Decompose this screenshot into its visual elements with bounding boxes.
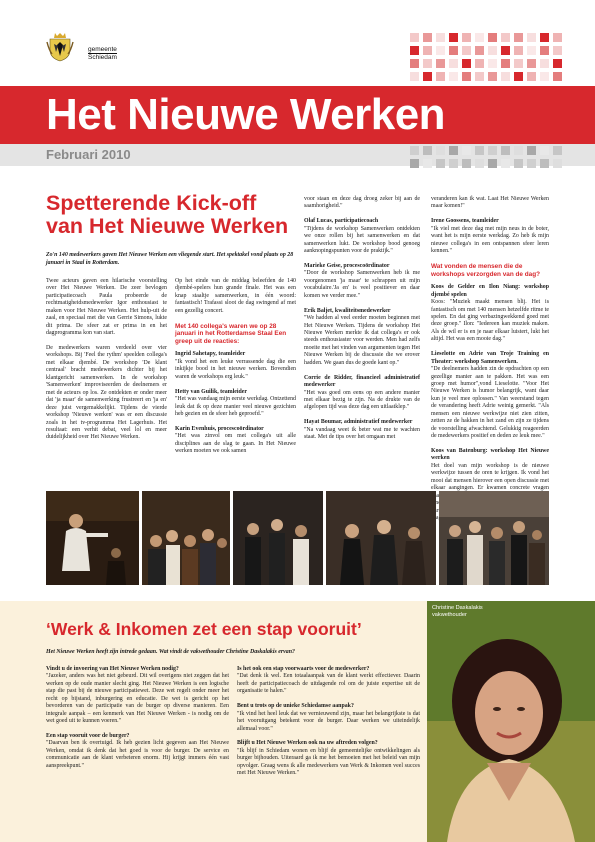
decorative-square bbox=[488, 33, 497, 42]
article-column-3 bbox=[304, 196, 420, 449]
paragraph-text: Twee acteurs gaven een hilarische voorstelling over Het Nieuwe Werken. De zeer bevlogen participatiecoach Paula probeerde de rechtmatigheidsmedewerker Igor enthousiast te maken voor Het Nieuwe Werken. Het hulp-uit de zaal, en speciaal met die van Gerrie Simons, lukte dit prima. De sfeer zat er prima in en het dagprogramma kon van start. bbox=[46, 278, 167, 337]
speaker-heading: Karin Evenhuis, procescoördinator bbox=[175, 425, 264, 432]
decorative-square bbox=[475, 159, 484, 168]
event-photo-crowd bbox=[439, 491, 549, 585]
decorative-square bbox=[501, 146, 510, 155]
paragraph-text: "Het was zinvol om met collega's uit alle disciplines aan de slag te gaan. In Het Nieuwe werken moeten we ook samen bbox=[175, 433, 296, 455]
decorative-square bbox=[449, 72, 458, 81]
speaker-heading: Olaf Lucas, participatiecoach bbox=[304, 218, 379, 225]
decorative-square bbox=[410, 146, 419, 155]
pull-quote-heading: Wat vonden de mensen die de workshops verzorgden van de dag? bbox=[431, 262, 541, 278]
decorative-square bbox=[514, 72, 523, 81]
decorative-square bbox=[423, 146, 432, 155]
decorative-square bbox=[436, 146, 445, 155]
interview-column-2 bbox=[237, 666, 420, 785]
decorative-square bbox=[475, 146, 484, 155]
paragraph-text: "Ik viel met deze dag met mijn neus in de boter, want het is mijn eerste werkdag. Zo heb ik mijn nieuwe collega's in een ontspannen sfeer leren kennen." bbox=[431, 225, 549, 255]
decorative-square bbox=[501, 59, 510, 68]
paragraph bbox=[431, 351, 549, 440]
paragraph bbox=[175, 426, 296, 456]
decorative-square bbox=[423, 159, 432, 168]
article-column-4 bbox=[431, 196, 549, 530]
speaker-heading: Ingrid Sahetapy, teamleider bbox=[175, 351, 246, 358]
decorative-square bbox=[423, 59, 432, 68]
speaker-heading: Een stap vooruit voor de burger? bbox=[46, 733, 130, 740]
decorative-square bbox=[423, 46, 432, 55]
article-headline: Spetterende Kick-off van Het Nieuwe Werken bbox=[46, 191, 289, 238]
decorative-square bbox=[410, 46, 419, 55]
interview-headline: ‘Werk & Inkomen zet een stap vooruit’ bbox=[46, 619, 362, 639]
decorative-square bbox=[540, 146, 549, 155]
paragraph-text: Het doel van mijn workshop is de nieuwe werkwijze tussen de oren te krijgen. Ik vond het mooi dat mensen hierover een open discussie met elkaar aangingen. Er kwamen concrete vragen naar bbox=[431, 462, 549, 499]
paragraph bbox=[431, 218, 549, 255]
decorative-square bbox=[449, 146, 458, 155]
decorative-square bbox=[540, 46, 549, 55]
paragraph bbox=[237, 666, 420, 696]
decorative-square bbox=[553, 146, 562, 155]
decorative-square bbox=[540, 59, 549, 68]
decorative-square bbox=[436, 46, 445, 55]
speaker-heading: Lieselotte en Adrie van Troje Training en Theater: workshop Samenwerken. bbox=[431, 351, 549, 365]
paragraph-text: "Ik vond het een leuke verrassende dag die een inkijkje bood in het nieuwe werken. Bovendien waren de workshops erg leuk." bbox=[175, 358, 296, 380]
portrait-caption bbox=[432, 605, 483, 619]
decorative-square bbox=[423, 72, 432, 81]
decorative-square bbox=[540, 72, 549, 81]
speaker-heading: Irene Goossens, teamleider bbox=[431, 218, 499, 225]
decorative-square bbox=[527, 33, 536, 42]
municipality-name bbox=[88, 46, 117, 61]
paragraph-text: "Door de workshop Samenwerken heb ik me voorgenomen 'ja maar' te schrappen uit mijn vocabulaire.'Ja en' is veel positiever en daar komen we verder mee." bbox=[304, 270, 420, 299]
paragraph-text: "Jazeker, anders was het niet gebeurd. Dit wil overigens niet zeggen dat het werken op de oude manier slecht ging. Het Nieuwe Werken is een logische stap die past bij de nieuwe participatiewet. Deze wet regelt onder meer het recht op bijstand, inburgering en educatie. De wet is gericht op het bevorderen van de participatie van de burger op diverse manieren. Een integrale aanpak – een kenmerk van Het Nieuwe Werken - is nodig om de wet goed uit te kunnen voeren." bbox=[46, 673, 229, 725]
speaker-heading: Hetty van Guilik, teamleider bbox=[175, 388, 247, 395]
paragraph bbox=[46, 733, 229, 770]
paragraph bbox=[175, 278, 296, 315]
decorative-square bbox=[449, 33, 458, 42]
city-label: Schiedam bbox=[88, 54, 117, 61]
decorative-square bbox=[475, 46, 484, 55]
decorative-square bbox=[514, 159, 523, 168]
speaker-heading: Is het ook een stap voorwaarts voor de medewerker? bbox=[237, 666, 370, 672]
paragraph bbox=[304, 308, 420, 368]
speaker-heading: Marieke Geise, procescoördinator bbox=[304, 262, 390, 269]
municipality-label: gemeente bbox=[88, 46, 117, 53]
decorative-square bbox=[410, 159, 419, 168]
paragraph bbox=[46, 278, 167, 338]
decorative-square bbox=[449, 159, 458, 168]
paragraph-text: "Dat denk ik wel. Een totaalaanpak van de klant werkt effectiever. Daarin heeft de participatiecoach de uitdagende rol om de juiste expertise uit de organisatie te halen." bbox=[237, 673, 420, 695]
paragraph bbox=[175, 389, 296, 419]
paragraph bbox=[46, 345, 167, 442]
decorative-square bbox=[462, 146, 471, 155]
paragraph bbox=[431, 284, 549, 344]
paragraph-text: "Na vandaag weet ik beter wat me te wachten staat. Met de tips over het omgaan met bbox=[304, 426, 420, 441]
decorative-square bbox=[475, 59, 484, 68]
decorative-square bbox=[488, 159, 497, 168]
decorative-square bbox=[501, 33, 510, 42]
paragraph bbox=[237, 740, 420, 777]
event-photo-actor bbox=[46, 491, 139, 585]
schiedam-crest-logo bbox=[46, 32, 74, 62]
decorative-square bbox=[527, 146, 536, 155]
speaker-heading: Blijft u Het Nieuwe Werken ook na uw aftreden volgen? bbox=[237, 740, 378, 747]
interview-lead: Het Nieuwe Werken heeft zijn intrede gedaan. Wat vindt de vakwethouder Christine Daskalakis ervan? bbox=[46, 649, 295, 655]
decorative-square bbox=[501, 46, 510, 55]
decorative-square bbox=[553, 46, 562, 55]
decorative-square bbox=[553, 33, 562, 42]
decorative-square bbox=[436, 59, 445, 68]
newsletter-title: Het Nieuwe Werken bbox=[46, 90, 446, 139]
decorative-square bbox=[527, 72, 536, 81]
paragraph-text: "Het was vandaag mijn eerste werkdag. Ontzettend leuk dat ik op deze manier veel nieuwe gezichten heb gezien en de sfeer heb geproefd." bbox=[175, 396, 296, 417]
article-lead: Zo'n 140 medewerkers gaven Het Nieuwe Werken een vliegende start. Het spektakel vond plaats op 28 januari in Staal in Rotterdam. bbox=[46, 252, 294, 266]
decorative-square bbox=[475, 33, 484, 42]
decorative-square bbox=[527, 46, 536, 55]
decorative-square bbox=[553, 72, 562, 81]
speaker-heading: Corrie de Ridder, financieel administratief medewerker bbox=[304, 374, 420, 389]
article-column-1 bbox=[46, 278, 167, 449]
decorative-square bbox=[514, 146, 523, 155]
paragraph bbox=[237, 703, 420, 733]
decorative-square bbox=[462, 72, 471, 81]
decorative-square bbox=[410, 59, 419, 68]
decorative-square bbox=[540, 33, 549, 42]
decorative-square bbox=[462, 59, 471, 68]
paragraph bbox=[431, 196, 549, 211]
speaker-heading: Erik Baljet, kwaliteitsmedewerker bbox=[304, 307, 391, 314]
article-column-2 bbox=[175, 278, 296, 463]
issue-date: Februari 2010 bbox=[46, 147, 131, 162]
caption-name: Christine Daskalakis bbox=[432, 605, 483, 611]
paragraph-text: "Ik vind het heel leuk dat we vernieuwend zijn, maar het belangrijkste is dat het vooruitgang betekent voor de burger. Daar werken we uiteindelijk allemaal voor." bbox=[237, 710, 420, 732]
speaker-heading: Bent u trots op de unieke Schiedamse aanpak? bbox=[237, 703, 354, 710]
portrait-photo bbox=[427, 601, 595, 842]
decorative-square bbox=[553, 159, 562, 168]
decorative-square bbox=[514, 46, 523, 55]
event-photo-group bbox=[233, 491, 323, 585]
decorative-square bbox=[449, 46, 458, 55]
event-photo-audience bbox=[142, 491, 230, 585]
paragraph bbox=[304, 218, 420, 255]
paragraph bbox=[46, 666, 229, 726]
decorative-square bbox=[527, 59, 536, 68]
event-photo-dancers bbox=[326, 491, 436, 585]
paragraph bbox=[304, 263, 420, 300]
paragraph-text: De medewerkers waren verdeeld over vier workshops. Bij 'Feel the rythm' speelden collega's met elkaar djembé. De workshop 'De klant centraal' bracht medewerkers dichter bij het klantgericht samenwerken. In de workshop 'Samenwerken' improviseerden de deelnemers er met de acteurs op los. Ze ontdekten er onder meer dat 'ja maar' de samenwerking frustreert en 'ja en' deze juist vergemakkelijkt. Tijdens de vierde workshop 'Nieuwe werken' was er een discussie zoals in het tv-programma Het Lagerhuis. Het resultaat: een verhit debat, veel lol en meer duidelijkheid over Het Nieuwe Werken. bbox=[46, 345, 167, 441]
paragraph-text: veranderen kan ik wat. Laat Het Nieuwe Werken maar komen!" bbox=[431, 196, 549, 210]
decorative-square bbox=[553, 59, 562, 68]
paragraph-text: Koos: "Muziek maakt mensen blij. Het is fantastisch om met 140 mensen hetzelfde ritme te spelen. En dat ging verbazingwekkend goed met deze groep." Ilon: "Iedereen kan muziek maken. Als de wil er is en je naar elkaar luistert, lukt het altijd. Het was een mooie dag." bbox=[431, 299, 549, 343]
decorative-square bbox=[462, 46, 471, 55]
decorative-square bbox=[423, 33, 432, 42]
caption-role: vakwethouder bbox=[432, 612, 467, 618]
interview-column-1 bbox=[46, 666, 229, 778]
decorative-square bbox=[436, 159, 445, 168]
speaker-heading: Koos van Batenburg: workshop Het Nieuwe werken bbox=[431, 447, 549, 462]
paragraph-text: "Ik blijf in Schiedam wonen en blijf de gemeentelijke ontwikkelingen als burger bijhouden. Uiteraard ga ik me het bemoeien met het beleid van mijn opvolger. Graag wens ik alle medewerkers van Werk & Inkomen veel succes met Het Nieuwe Werken." bbox=[237, 747, 420, 777]
decorative-square bbox=[436, 72, 445, 81]
decorative-square bbox=[410, 33, 419, 42]
decorative-square bbox=[501, 159, 510, 168]
decorative-square bbox=[488, 59, 497, 68]
paragraph-text: voor staan en deze dag droeg zeker bij aan de saamhorigheid." bbox=[304, 196, 420, 210]
decorative-square bbox=[514, 59, 523, 68]
decorative-square bbox=[488, 146, 497, 155]
speaker-heading: Vindt u de invoering van Het Nieuwe Werken nodig? bbox=[46, 666, 179, 672]
paragraph-text: "De deelnemers hadden zin de opdrachten op een gezellige manier aan te pakken. Het was een groep met humor",vond Lieselotte. "Voor Het Nieuwe Werken is humor belangrijk, want daar kun je veel mee oplossen." Van weerstand tegen de verandering heeft Adrie weinig gemerkt. "Als mensen een nieuwe werkwijze niet zien zitten, zetten ze de hakken in het zand en zijn ze tijdens de voorstelling afwachtend. Gelukkig reageerden de medewerkers positief en deden ze leuk mee." bbox=[431, 366, 549, 440]
paragraph-text: Op het einde van de middag beleefden de 140 djembé-spelers hun grande finale. Het was een knap staaltje samenwerken, in één woord: fantastisch! Trafassi sloot de dag swingend af met een gezellig concert. bbox=[175, 278, 296, 314]
decorative-square bbox=[540, 159, 549, 168]
paragraph-text: "Daarvan ben ik overtuigd. Ik heb gezien licht gegeven aan Het Nieuwe Werken, omdat ik denk dat het goed is voor de burger. De service en communicatie aan de klant verbeteren enorm. Hij krijgt immers één vast aanspreekpunt." bbox=[46, 740, 229, 769]
decorative-square bbox=[501, 72, 510, 81]
paragraph-text: "We hadden al veel eerder moeten beginnen met Het Nieuwe Werken. Tijdens de workshop Het Nieuwe Werken merkte ik dat collega's er ook steeds enthousiaster voor werden. Men had zelfs moeite met het vinden van argumenten tegen Het Nieuwe Werken bij de discussie die we erover hadden. We gaan dus de goede kant op." bbox=[304, 315, 420, 366]
paragraph-text: "Het was goed om eens op een andere manier met elkaar bezig te zijn. Na de drukte van de afgelopen tijd was deze dag een uitlaatklep." bbox=[304, 389, 420, 411]
pull-quote-heading: Met 140 collega's waren we op 28 januari in het Rotterdamse Staal Een greep uit de reacties: bbox=[175, 322, 287, 345]
paragraph-text: "Tijdens de workshop Samenwerken ontdekten we onze rollen bij het samenwerken en dat samenwerken lukt. De workshop bood genoeg aanknopingspunten voor de praktijk." bbox=[304, 225, 420, 255]
decorative-square bbox=[488, 72, 497, 81]
decorative-square bbox=[436, 33, 445, 42]
paragraph bbox=[304, 375, 420, 412]
decorative-square bbox=[527, 159, 536, 168]
decorative-square bbox=[462, 159, 471, 168]
decorative-square bbox=[475, 72, 484, 81]
decorative-square bbox=[514, 33, 523, 42]
decorative-square bbox=[462, 33, 471, 42]
paragraph bbox=[304, 196, 420, 211]
decorative-square bbox=[410, 72, 419, 81]
decorative-square bbox=[488, 46, 497, 55]
speaker-heading: Hayat Boumar, administratief medewerker bbox=[304, 419, 413, 426]
decorative-square bbox=[449, 59, 458, 68]
paragraph bbox=[304, 419, 420, 441]
paragraph bbox=[175, 351, 296, 381]
speaker-heading: Koos de Gelder en Ilon Niang: workshop djembé spelen bbox=[431, 284, 549, 298]
